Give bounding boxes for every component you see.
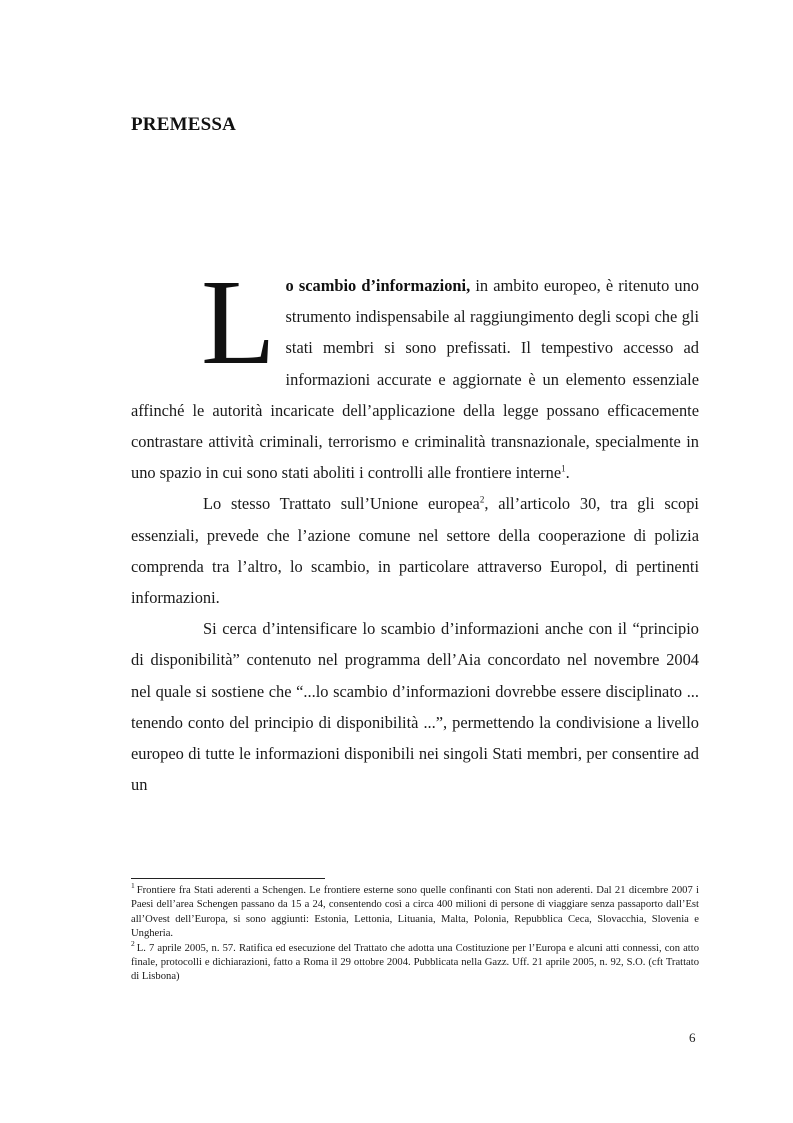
section-heading: PREMESSA <box>131 114 237 135</box>
footnote-number: 2 <box>131 939 135 949</box>
paragraph-intro <box>131 255 699 488</box>
footnote-item <box>131 939 699 985</box>
paragraph-intro-text: in ambito europeo, è ritenuto uno strumento indispensabile al raggiungimento degli scopi che gli stati membri si sono prefissati. Il tempestivo accesso ad informazioni accurate e aggiornate è un elemento essenziale affinché le autorità incaricate dell’applicazione della legge possano efficacemente contrastare attività criminali, terrorismo e criminalità transnazionale, specialmente in uno spazio in cui sono stati aboliti i controlli alle frontiere interne <box>131 276 699 483</box>
lead-bold-text: o scambio d’informazioni, <box>285 276 471 295</box>
page-number: 6 <box>689 1030 696 1045</box>
drop-cap: L <box>201 255 276 390</box>
footnote-text: L. 7 aprile 2005, n. 57. Ratifica ed esecuzione del Trattato che adotta una Costituzione per l’Europa e alcuni atti connessi, con atto finale, protocolli e dichiarazioni, fatto a Roma il 29 ottobre 2004. Pubblicata nella Gazz. Uff. 21 aprile 2005, n. 92, S.O. (cft Trattato di Lisbona) <box>131 942 699 983</box>
footnote-item <box>131 881 699 942</box>
footnote-text: Frontiere fra Stati aderenti a Schengen. Le frontiere esterne sono quelle confinanti con Stati non aderenti. Dal 21 dicembre 2007 i Paesi dell’area Schengen passano da 15 a 24, consentendo così a circa 400 milioni di persone di viaggiare senza passaporto dall’Est all’Ovest dell’Europa, si sono aggiunti: Estonia, Lettonia, Lituania, Malta, Polonia, Repubblica Ceca, Slovacchia, Slovenia e Ungheria. <box>131 885 699 940</box>
paragraph-trattato-text-before: Lo stesso Trattato sull’Unione europea <box>203 494 480 514</box>
paragraph-intro-end: . <box>565 463 570 483</box>
footnote-ref-2[interactable]: 2 <box>479 494 485 505</box>
body-text <box>131 255 699 800</box>
footnotes-section <box>131 881 699 985</box>
footnote-ref-1[interactable]: 1 <box>561 463 566 474</box>
paragraph-trattato <box>131 488 699 613</box>
footnote-separator <box>131 878 325 879</box>
paragraph-trattato-text-after: , all’articolo 30, tra gli scopi essenziali, prevede che l’azione comune nel settore della cooperazione di polizia comprenda tra l’altro, lo scambio, in particolare attraverso Europol, di pertinenti informazioni. <box>131 494 699 608</box>
footnote-number: 1 <box>131 881 135 891</box>
paragraph-disponibilita: Si cerca d’intensificare lo scambio d’informazioni anche con il “principio di disponibilità” contenuto nel programma dell’Aia concordato nel novembre 2004 nel quale si sostiene che “...lo scambio d’informazioni dovrebbe essere disciplinato ... tenendo conto del principio di disponibilità ...”, permettendo la condivisione a livello europeo di tutte le informazioni disponibili nei singoli Stati membri, per consentire ad un <box>131 619 699 795</box>
